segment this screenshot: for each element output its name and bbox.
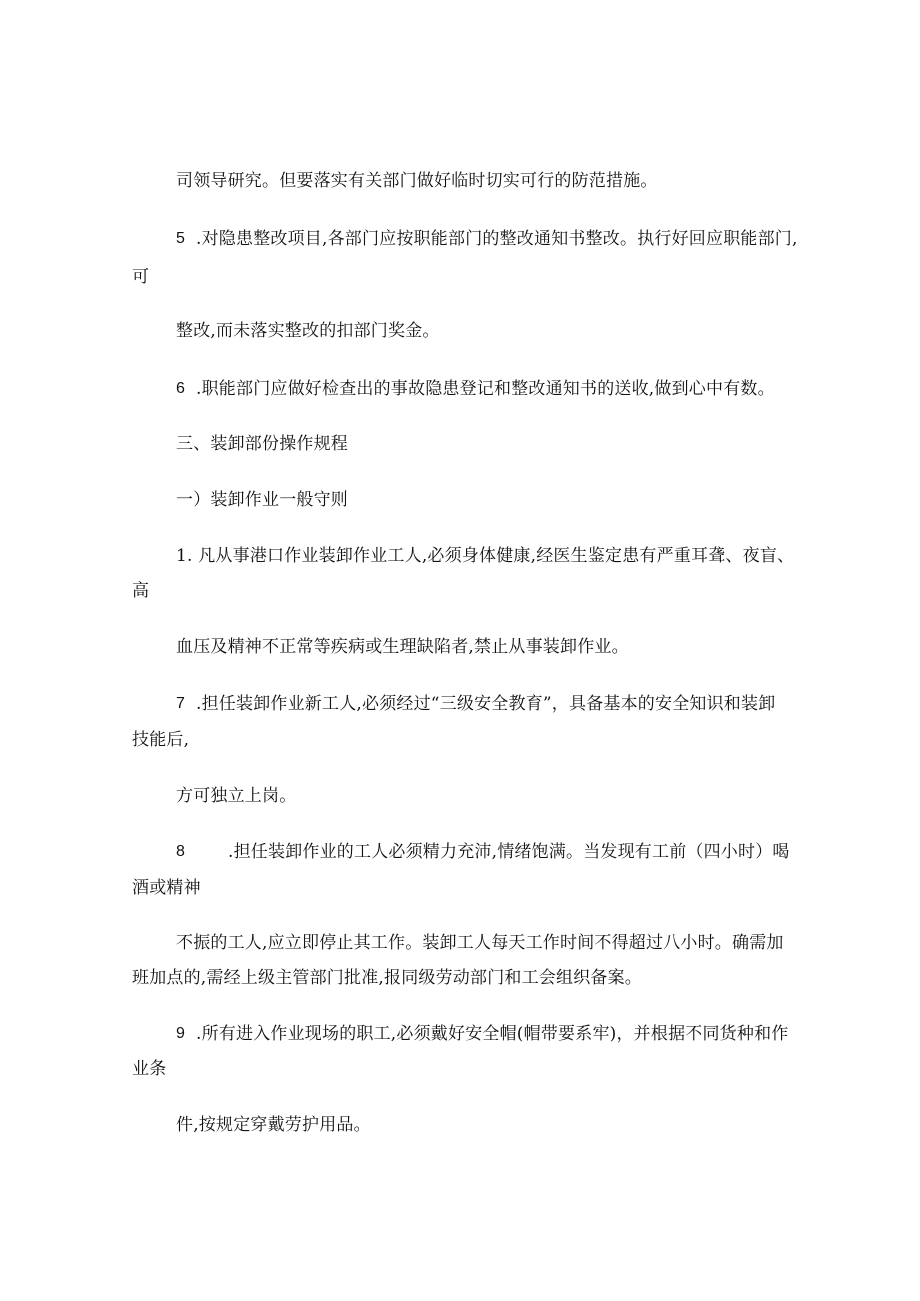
text-line: .职能部门应做好检查出的事故隐患登记和整改通知书的送收,做到心中有数。 — [196, 379, 775, 399]
text-line: .担任装卸作业的工人必须精力充沛,情绪饱满。当发现有工前（四小时）喝 — [228, 842, 790, 862]
text-line: 血压及精神不正常等疾病或生理缺陷者,禁止从事装卸作业。 — [176, 637, 629, 657]
item-number-7: 7 — [176, 695, 186, 712]
text-line: 不振的工人,应立即停止其工作。装卸工人每天工作时间不得超过八小时。确需加 — [176, 933, 784, 953]
text-line: 方可独立上岗。 — [176, 786, 297, 806]
text-line: 司领导研究。但要落实有关部门做好临时切实可行的防范措施。 — [176, 171, 658, 191]
text-line: .所有进入作业现场的职工,必须戴好安全帽(帽带要系牢)，并根据不同货种和作 — [196, 1024, 789, 1044]
text-line: 班加点的,需经上级主管部门批准,报同级劳动部门和工会组织备案。 — [132, 968, 643, 988]
text-line: 高 — [132, 581, 150, 601]
text-line: 整改,而未落实整改的扣部门奖金。 — [176, 321, 440, 341]
item-number-8: 8 — [176, 843, 186, 860]
text-line: 件,按规定穿戴劳护用品。 — [176, 1115, 371, 1135]
text-line: 业条 — [132, 1059, 167, 1079]
subsection-heading: 一）装卸作业一般守则 — [176, 490, 348, 510]
text-line: 可 — [132, 267, 150, 287]
text-line: .担任装卸作业新工人,必须经过“三级安全教育”，具备基本的安全知识和装卸 — [196, 694, 776, 714]
item-number-6: 6 — [176, 380, 186, 397]
text-line: .对隐患整改项目,各部门应按职能部门的整改通知书整改。执行好回应职能部门, — [196, 229, 798, 249]
text-line: 1. 凡从事港口作业装卸作业工人,必须身体健康,经医生鉴定患有严重耳聋、夜盲、 — [176, 546, 795, 566]
item-number-5: 5 — [176, 230, 186, 247]
text-line: 技能后, — [132, 730, 190, 750]
item-number-9: 9 — [176, 1025, 186, 1042]
section-heading: 三、装卸部份操作规程 — [176, 434, 348, 454]
text-line: 酒或精神 — [132, 878, 201, 898]
